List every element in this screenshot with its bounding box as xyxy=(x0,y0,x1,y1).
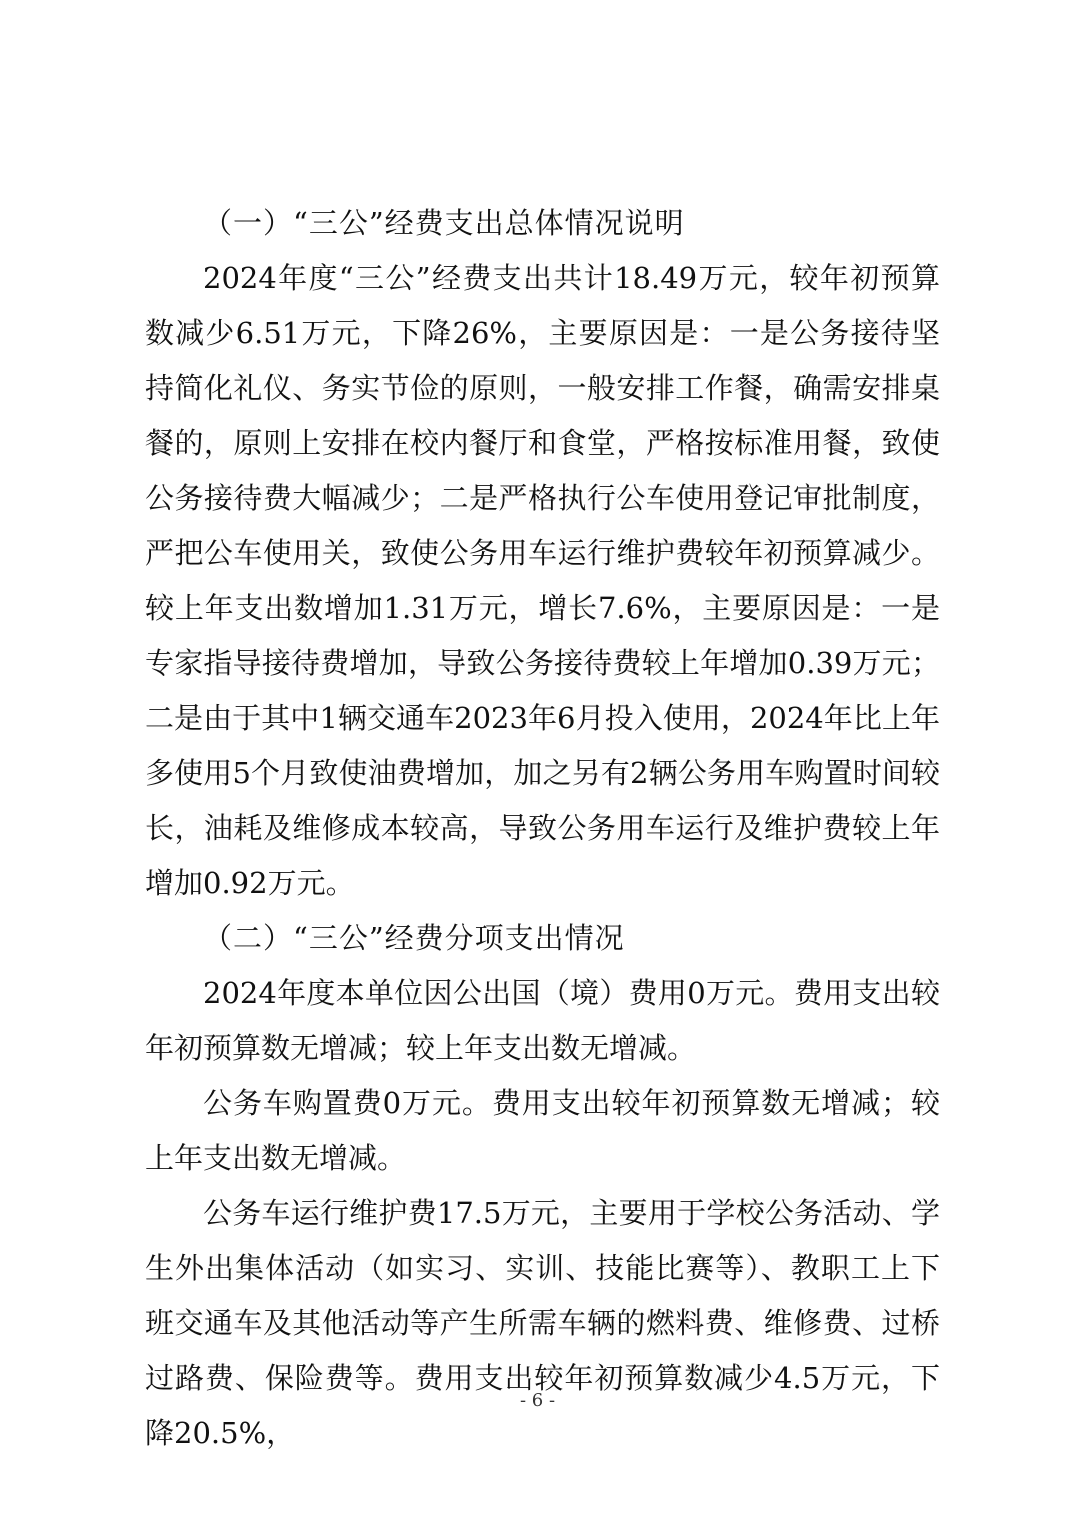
document-body xyxy=(145,196,940,1461)
paragraph-overall-expenditure: 2024年度“三公”经费支出共计18.49万元，较年初预算数减少6.51万元，下降26%，主要原因是：一是公务接待坚持简化礼仪、务实节俭的原则，一般安排工作餐，确需安排桌餐的，原则上安排在校内餐厅和食堂，严格按标准用餐，致使公务接待费大幅减少；二是严格执行公车使用登记审批制度，严把公车使用关，致使公务用车运行维护费较年初预算减少。较上年支出数增加1.31万元，增长7.6%，主要原因是：一是专家指导接待费增加，导致公务接待费较上年增加0.39万元；二是由于其中1辆交通车2023年6月投入使用，2024年比上年多使用5个月致使油费增加，加之另有2辆公务用车购置时间较长，油耗及维修成本较高，导致公务用车运行及维护费较上年增加0.92万元。 xyxy=(145,261,940,900)
section-heading-overall: （一）“三公”经费支出总体情况说明 xyxy=(203,206,685,240)
section-heading-itemized: （二）“三公”经费分项支出情况 xyxy=(203,921,625,955)
paragraph-vehicle-purchase: 公务车购置费0万元。费用支出较年初预算数无增减；较上年支出数无增减。 xyxy=(145,1086,940,1175)
paragraph-overseas-travel: 2024年度本单位因公出国（境）费用0万元。费用支出较年初预算数无增减；较上年支出数无增减。 xyxy=(145,976,940,1065)
paragraph-vehicle-maintenance: 公务车运行维护费17.5万元，主要用于学校公务活动、学生外出集体活动（如实习、实训、技能比赛等）、教职工上下班交通车及其他活动等产生所需车辆的燃料费、维修费、过桥过路费、保险费等。费用支出较年初预算数减少4.5万元，下降20.5%， xyxy=(145,1196,940,1450)
page-number: - 6 - xyxy=(519,1390,556,1411)
